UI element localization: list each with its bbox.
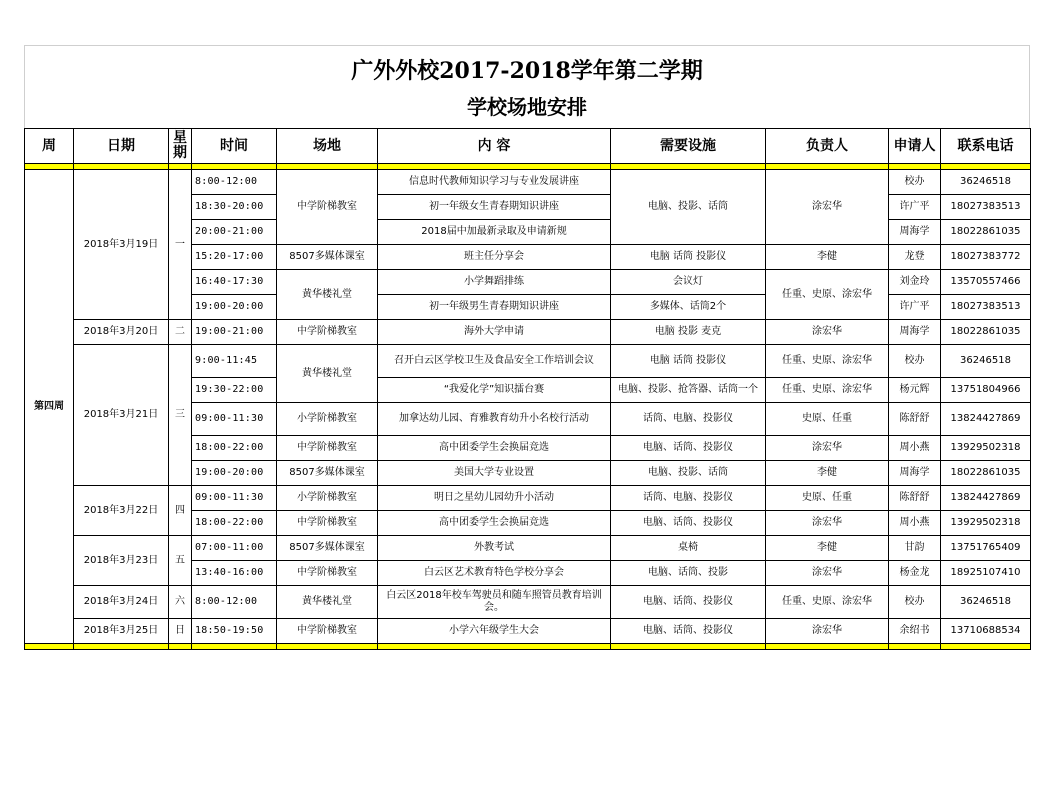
phone-cell: 18027383513 bbox=[941, 195, 1031, 220]
phone-cell: 13929502318 bbox=[941, 436, 1031, 461]
equipment-cell: 电脑、投影、话筒 bbox=[611, 461, 766, 486]
person-cell: 任重、史原、涂宏华 bbox=[766, 345, 889, 378]
venue-cell: 黄华楼礼堂 bbox=[277, 270, 378, 320]
equipment-cell: 电脑 投影 麦克 bbox=[611, 320, 766, 345]
time-cell: 19:00-20:00 bbox=[192, 295, 277, 320]
document-title: 广外外校2017-2018学年第二学期 bbox=[351, 58, 703, 84]
phone-cell: 13710688534 bbox=[941, 619, 1031, 644]
date-cell: 2018年3月22日 bbox=[74, 486, 169, 536]
table-row bbox=[25, 619, 1031, 644]
equipment-cell: 电脑、话筒、投影仪 bbox=[611, 586, 766, 619]
applicant-cell: 杨金龙 bbox=[889, 561, 941, 586]
weekday-cell: 日 bbox=[169, 619, 192, 644]
weekday-cell: 六 bbox=[169, 586, 192, 619]
equipment-cell: 话筒、电脑、投影仪 bbox=[611, 486, 766, 511]
phone-cell: 13824427869 bbox=[941, 486, 1031, 511]
applicant-cell: 甘韵 bbox=[889, 536, 941, 561]
person-cell: 李健 bbox=[766, 536, 889, 561]
phone-cell: 36246518 bbox=[941, 586, 1031, 619]
table-row bbox=[25, 170, 1031, 195]
header-date: 日期 bbox=[74, 129, 169, 164]
person-cell: 涂宏华 bbox=[766, 436, 889, 461]
time-cell: 19:30-22:00 bbox=[192, 378, 277, 403]
equipment-cell: 话筒、电脑、投影仪 bbox=[611, 403, 766, 436]
venue-cell: 黄华楼礼堂 bbox=[277, 586, 378, 619]
content-cell: 外教考试 bbox=[378, 536, 611, 561]
equipment-cell: 电脑、话筒、投影仪 bbox=[611, 511, 766, 536]
phone-cell: 13824427869 bbox=[941, 403, 1031, 436]
time-cell: 18:00-22:00 bbox=[192, 436, 277, 461]
applicant-cell: 许广平 bbox=[889, 295, 941, 320]
phone-cell: 13570557466 bbox=[941, 270, 1031, 295]
date-cell: 2018年3月25日 bbox=[74, 619, 169, 644]
header-venue: 场地 bbox=[277, 129, 378, 164]
person-cell: 史原、任重 bbox=[766, 403, 889, 436]
applicant-cell: 校办 bbox=[889, 170, 941, 195]
phone-cell: 18022861035 bbox=[941, 320, 1031, 345]
equipment-cell: 电脑、话筒、投影仪 bbox=[611, 436, 766, 461]
document-subtitle: 学校场地安排 bbox=[467, 95, 587, 119]
content-cell: 高中团委学生会换届竞选 bbox=[378, 511, 611, 536]
time-cell: 19:00-20:00 bbox=[192, 461, 277, 486]
phone-cell: 13929502318 bbox=[941, 511, 1031, 536]
week-cell: 第四周 bbox=[25, 170, 74, 644]
applicant-cell: 校办 bbox=[889, 345, 941, 378]
content-cell: 小学舞蹈排练 bbox=[378, 270, 611, 295]
person-cell: 史原、任重 bbox=[766, 486, 889, 511]
equipment-cell: 电脑、话筒、投影仪 bbox=[611, 619, 766, 644]
time-cell: 18:00-22:00 bbox=[192, 511, 277, 536]
content-cell: 班主任分享会 bbox=[378, 245, 611, 270]
venue-cell: 中学阶梯教室 bbox=[277, 436, 378, 461]
content-cell: 加拿达幼儿园、育雅教育幼升小名校行活动 bbox=[378, 403, 611, 436]
time-cell: 07:00-11:00 bbox=[192, 536, 277, 561]
time-cell: 8:00-12:00 bbox=[192, 170, 277, 195]
table-row bbox=[25, 536, 1031, 561]
applicant-cell: 刘金玲 bbox=[889, 270, 941, 295]
equipment-cell: 电脑、话筒、投影 bbox=[611, 561, 766, 586]
schedule-table bbox=[24, 128, 1031, 650]
phone-cell: 36246518 bbox=[941, 170, 1031, 195]
person-cell: 任重、史原、涂宏华 bbox=[766, 270, 889, 320]
venue-cell: 小学阶梯教室 bbox=[277, 486, 378, 511]
phone-cell: 13751765409 bbox=[941, 536, 1031, 561]
venue-cell: 中学阶梯教室 bbox=[277, 511, 378, 536]
equipment-cell: 电脑、投影、话筒 bbox=[611, 170, 766, 245]
content-cell: 召开白云区学校卫生及食品安全工作培训会议 bbox=[378, 345, 611, 378]
venue-cell: 8507多媒体课室 bbox=[277, 245, 378, 270]
venue-cell: 中学阶梯教室 bbox=[277, 561, 378, 586]
content-cell: 美国大学专业设置 bbox=[378, 461, 611, 486]
phone-cell: 13751804966 bbox=[941, 378, 1031, 403]
schedule-sheet bbox=[24, 45, 1030, 650]
phone-cell: 18027383513 bbox=[941, 295, 1031, 320]
applicant-cell: 周海学 bbox=[889, 461, 941, 486]
header-equipment: 需要设施 bbox=[611, 129, 766, 164]
phone-cell: 36246518 bbox=[941, 345, 1031, 378]
applicant-cell: 陈舒舒 bbox=[889, 486, 941, 511]
content-cell: 信息时代教师知识学习与专业发展讲座 bbox=[378, 170, 611, 195]
venue-cell: 中学阶梯教室 bbox=[277, 619, 378, 644]
phone-cell: 18027383772 bbox=[941, 245, 1031, 270]
time-cell: 09:00-11:30 bbox=[192, 403, 277, 436]
phone-cell: 18022861035 bbox=[941, 220, 1031, 245]
equipment-cell: 电脑、投影、抢答器、话筒一个 bbox=[611, 378, 766, 403]
content-cell: 白云区艺术教育特色学校分享会 bbox=[378, 561, 611, 586]
person-cell: 涂宏华 bbox=[766, 511, 889, 536]
time-cell: 19:00-21:00 bbox=[192, 320, 277, 345]
time-cell: 20:00-21:00 bbox=[192, 220, 277, 245]
weekday-cell: 二 bbox=[169, 320, 192, 345]
applicant-cell: 周海学 bbox=[889, 220, 941, 245]
time-cell: 09:00-11:30 bbox=[192, 486, 277, 511]
date-cell: 2018年3月21日 bbox=[74, 345, 169, 486]
header-row bbox=[25, 129, 1031, 164]
header-applicant: 申请人 bbox=[889, 129, 941, 164]
content-cell: “我爱化学”知识擂台赛 bbox=[378, 378, 611, 403]
applicant-cell: 周海学 bbox=[889, 320, 941, 345]
date-cell: 2018年3月20日 bbox=[74, 320, 169, 345]
time-cell: 9:00-11:45 bbox=[192, 345, 277, 378]
header-phone: 联系电话 bbox=[941, 129, 1031, 164]
header-person: 负责人 bbox=[766, 129, 889, 164]
applicant-cell: 周小燕 bbox=[889, 436, 941, 461]
venue-cell: 中学阶梯教室 bbox=[277, 320, 378, 345]
person-cell: 涂宏华 bbox=[766, 320, 889, 345]
time-cell: 8:00-12:00 bbox=[192, 586, 277, 619]
applicant-cell: 龙登 bbox=[889, 245, 941, 270]
time-cell: 13:40-16:00 bbox=[192, 561, 277, 586]
content-cell: 2018届中加最新录取及申请新规 bbox=[378, 220, 611, 245]
person-cell: 涂宏华 bbox=[766, 561, 889, 586]
content-cell: 小学六年级学生大会 bbox=[378, 619, 611, 644]
weekday-cell: 三 bbox=[169, 345, 192, 486]
date-cell: 2018年3月19日 bbox=[74, 170, 169, 320]
equipment-cell: 电脑 话筒 投影仪 bbox=[611, 345, 766, 378]
date-cell: 2018年3月23日 bbox=[74, 536, 169, 586]
header-time: 时间 bbox=[192, 129, 277, 164]
time-cell: 15:20-17:00 bbox=[192, 245, 277, 270]
title-area bbox=[24, 45, 1030, 128]
applicant-cell: 许广平 bbox=[889, 195, 941, 220]
applicant-cell: 杨元辉 bbox=[889, 378, 941, 403]
highlight-band bbox=[25, 644, 1031, 650]
weekday-cell: 四 bbox=[169, 486, 192, 536]
content-cell: 初一年级男生青春期知识讲座 bbox=[378, 295, 611, 320]
equipment-cell: 会议灯 bbox=[611, 270, 766, 295]
venue-cell: 小学阶梯教室 bbox=[277, 403, 378, 436]
weekday-cell: 一 bbox=[169, 170, 192, 320]
person-cell: 涂宏华 bbox=[766, 619, 889, 644]
time-cell: 16:40-17:30 bbox=[192, 270, 277, 295]
venue-cell: 中学阶梯教室 bbox=[277, 170, 378, 245]
content-cell: 白云区2018年校车驾驶员和随车照管员教育培训会。 bbox=[378, 586, 611, 619]
equipment-cell: 多媒体、话筒2个 bbox=[611, 295, 766, 320]
person-cell: 任重、史原、涂宏华 bbox=[766, 378, 889, 403]
content-cell: 明日之星幼儿园幼升小活动 bbox=[378, 486, 611, 511]
applicant-cell: 陈舒舒 bbox=[889, 403, 941, 436]
venue-cell: 8507多媒体课室 bbox=[277, 461, 378, 486]
table-row bbox=[25, 345, 1031, 378]
table-row bbox=[25, 486, 1031, 511]
person-cell: 李健 bbox=[766, 461, 889, 486]
equipment-cell: 桌椅 bbox=[611, 536, 766, 561]
content-cell: 初一年级女生青春期知识讲座 bbox=[378, 195, 611, 220]
person-cell: 李健 bbox=[766, 245, 889, 270]
applicant-cell: 周小燕 bbox=[889, 511, 941, 536]
header-weekday: 星期 bbox=[169, 129, 192, 164]
person-cell: 任重、史原、涂宏华 bbox=[766, 586, 889, 619]
content-cell: 海外大学申请 bbox=[378, 320, 611, 345]
phone-cell: 18925107410 bbox=[941, 561, 1031, 586]
applicant-cell: 校办 bbox=[889, 586, 941, 619]
applicant-cell: 余绍书 bbox=[889, 619, 941, 644]
table-row bbox=[25, 586, 1031, 619]
time-cell: 18:50-19:50 bbox=[192, 619, 277, 644]
venue-cell: 黄华楼礼堂 bbox=[277, 345, 378, 403]
header-week: 周 bbox=[25, 129, 74, 164]
content-cell: 高中团委学生会换届竞选 bbox=[378, 436, 611, 461]
phone-cell: 18022861035 bbox=[941, 461, 1031, 486]
header-content: 内 容 bbox=[378, 129, 611, 164]
venue-cell: 8507多媒体课室 bbox=[277, 536, 378, 561]
date-cell: 2018年3月24日 bbox=[74, 586, 169, 619]
time-cell: 18:30-20:00 bbox=[192, 195, 277, 220]
person-cell: 涂宏华 bbox=[766, 170, 889, 245]
weekday-cell: 五 bbox=[169, 536, 192, 586]
table-row bbox=[25, 320, 1031, 345]
equipment-cell: 电脑 话筒 投影仪 bbox=[611, 245, 766, 270]
